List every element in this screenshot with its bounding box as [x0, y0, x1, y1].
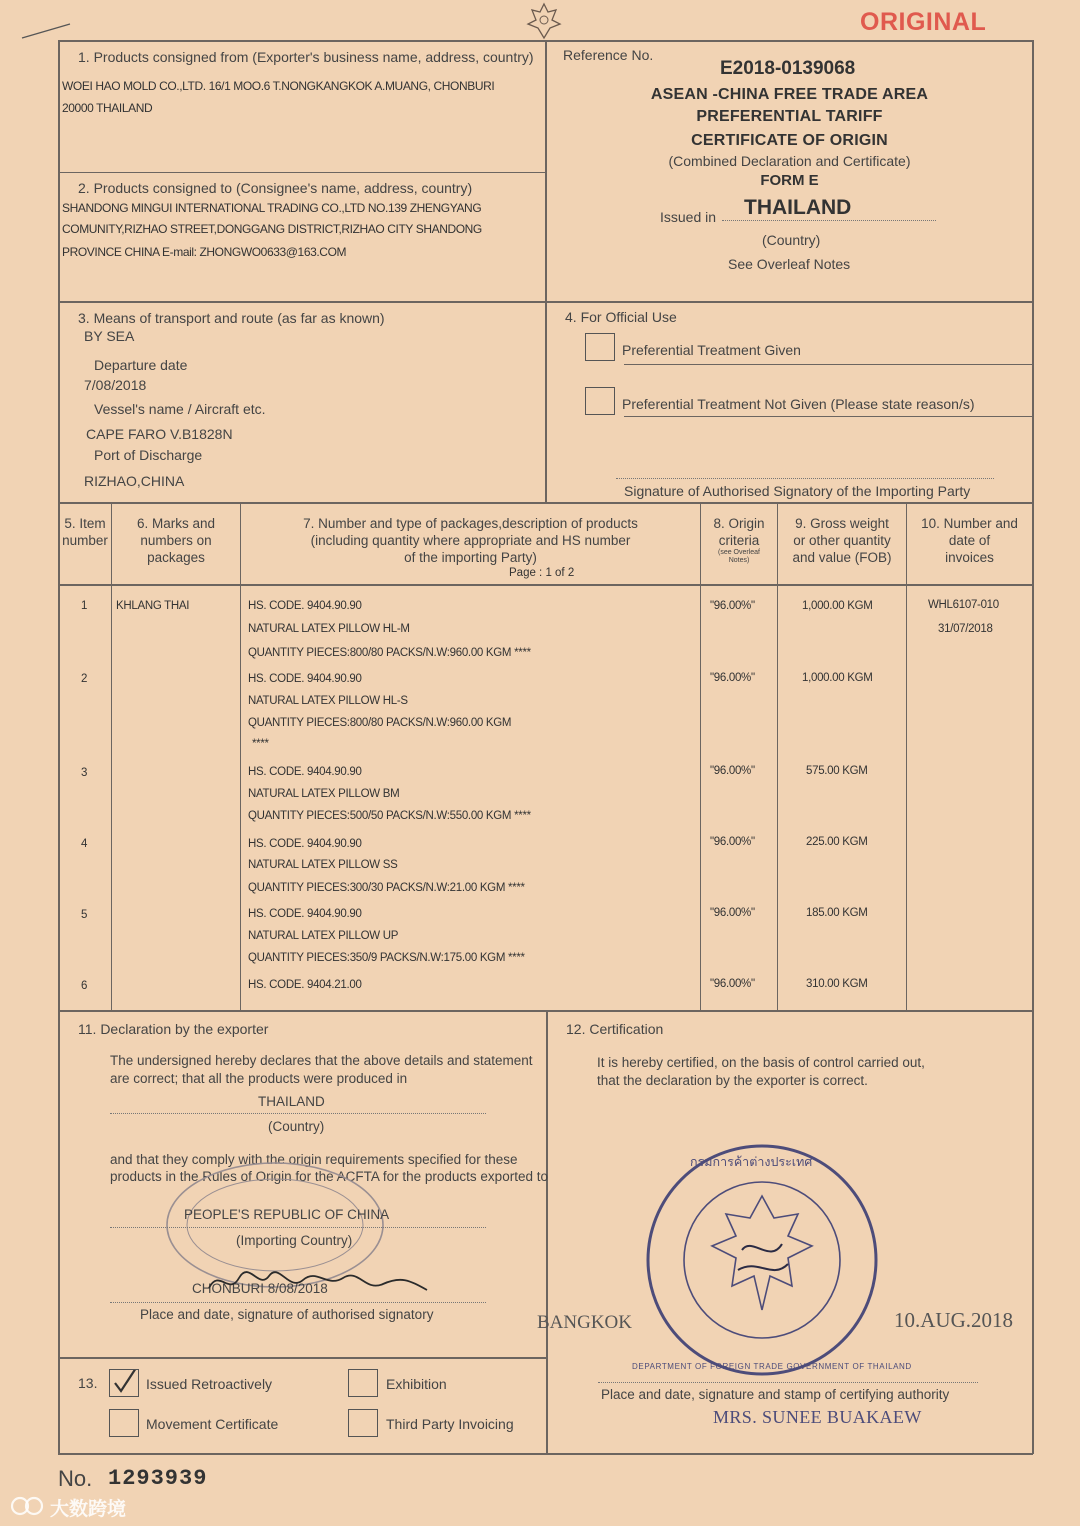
divider-box3 [58, 502, 1033, 504]
box13-label: 13. [78, 1375, 98, 1391]
preferential-not-given-checkbox[interactable] [585, 387, 615, 415]
box2-label: 2. Products consigned to (Consignee's name, address, country) [78, 180, 473, 196]
item-desc-line: HS. CODE. 9404.90.90 [248, 908, 362, 920]
certification-place: BANGKOK [537, 1312, 632, 1333]
item-criteria: "96.00%" [710, 978, 755, 990]
checkmark-icon [110, 1370, 138, 1396]
frame-right [1032, 40, 1034, 1454]
item-desc-line: HS. CODE. 9404.90.90 [248, 600, 362, 612]
consignee-line-2: COMUNITY,RIZHAO STREET,DONGGANG DISTRICT,RIZHAO CITY SHANDONG [62, 222, 482, 236]
consignee-line-3: PROVINCE CHINA E-mail: ZHONGWO0633@163.COM [62, 245, 347, 259]
third-party-invoicing-checkbox[interactable] [348, 1409, 378, 1437]
serial-label: No. [58, 1466, 93, 1491]
item-desc-line: QUANTITY PIECES:800/80 PACKS/N.W:960.00 KGM [248, 717, 512, 729]
seal-text: DEPARTMENT OF FOREIGN TRADE GOVERNMENT OF THAILAND [632, 1362, 912, 1371]
item-criteria: "96.00%" [710, 765, 755, 777]
government-seal-icon [642, 1140, 882, 1380]
not-given-underline [624, 416, 1032, 417]
importing-country-label: (Importing Country) [236, 1233, 353, 1248]
box11-label: 11. Declaration by the exporter [78, 1021, 269, 1037]
col-line-8 [777, 502, 778, 1010]
exporter-line-1: WOEI HAO MOLD CO.,LTD. 16/1 MOO.6 T.NONGKANGKOK A.MUANG, CHONBURI [62, 79, 495, 93]
item-number: 1 [81, 600, 88, 612]
title-line-3: CERTIFICATE OF ORIGIN [691, 132, 888, 149]
item-weight: 225.00 KGM [806, 836, 868, 848]
item-desc-line: HS. CODE. 9404.90.90 [248, 766, 362, 778]
divider-box1 [58, 172, 546, 173]
item-weight: 575.00 KGM [806, 765, 868, 777]
item-desc-line: NATURAL LATEX PILLOW HL-M [248, 623, 410, 635]
declaration-text-4: products in the Rules of Origin for the ACFTA for the products exported to [110, 1169, 548, 1184]
exporter-place-label: Place and date, signature of authorised signatory [140, 1307, 434, 1322]
preferential-not-given-label: Preferential Treatment Not Given (Please state reason/s) [622, 396, 975, 412]
col5-header: 5. Item number [62, 516, 108, 548]
exporter-signature-icon [205, 1262, 435, 1302]
item-desc-line: NATURAL LATEX PILLOW UP [248, 930, 399, 942]
reference-number: E2018-0139068 [720, 58, 856, 79]
overleaf-note: See Overleaf Notes [728, 256, 851, 272]
exhibition-label: Exhibition [386, 1376, 447, 1392]
exhibition-checkbox[interactable] [348, 1369, 378, 1397]
issued-retroactively-checkbox[interactable] [109, 1369, 139, 1397]
col-line-9 [906, 502, 907, 1010]
item-number: 4 [81, 838, 88, 850]
declaration-text-1: The undersigned hereby declares that the above details and statement [110, 1053, 533, 1068]
country-dots [110, 1113, 486, 1114]
port-label: Port of Discharge [94, 447, 203, 463]
exporter-sign-dots [110, 1302, 486, 1303]
divider-box13 [58, 1357, 546, 1359]
item-desc-line: QUANTITY PIECES:300/30 PACKS/N.W:21.00 KGM **** [248, 882, 525, 894]
col-line-6 [240, 502, 241, 1010]
produced-country-label: (Country) [268, 1119, 325, 1134]
col-line-7 [700, 502, 701, 1010]
item-desc-line: HS. CODE. 9404.21.00 [248, 979, 362, 991]
departure-value: 7/08/2018 [84, 377, 147, 393]
given-underline [624, 364, 1032, 365]
col9-header: 9. Gross weight or other quantity and value (FOB) [792, 516, 892, 565]
item-desc-line: QUANTITY PIECES:800/80 PACKS/N.W:960.00 KGM **** [248, 647, 531, 659]
produced-country: THAILAND [258, 1094, 325, 1109]
exporter-place-date: CHONBURI 8/08/2018 [192, 1281, 328, 1296]
invoice-number: WHL6107-010 [928, 599, 999, 611]
exporter-line-2: 20000 THAILAND [62, 101, 153, 115]
country-label: (Country) [762, 232, 821, 248]
item-desc-line: HS. CODE. 9404.90.90 [248, 673, 362, 685]
consignee-line-1: SHANDONG MINGUI INTERNATIONAL TRADING CO.,LTD NO.139 ZHENGYANG [62, 201, 482, 215]
pen-mark-icon [20, 18, 80, 42]
officer-name: MRS. SUNEE BUAKAEW [713, 1407, 922, 1427]
col8-header: 8. Origin criteria (see Overleaf Notes) [713, 516, 765, 564]
item-desc-line: NATURAL LATEX PILLOW SS [248, 859, 398, 871]
combined-note: (Combined Declaration and Certificate) [668, 153, 911, 169]
item-number: 3 [81, 767, 88, 779]
preferential-given-checkbox[interactable] [585, 333, 615, 361]
item-desc-line: HS. CODE. 9404.90.90 [248, 838, 362, 850]
seal-thai-text: กรมการค้าต่างประเทศ [690, 1155, 813, 1169]
declaration-text-2: are correct; that all the products were produced in [110, 1071, 408, 1086]
garuda-emblem-icon [520, 0, 568, 40]
col7-header: 7. Number and type of packages,description of products (including quantity where appropriate and HS number of the importing Party) [303, 516, 638, 565]
third-party-invoicing-label: Third Party Invoicing [386, 1416, 514, 1432]
item-desc-line: **** [252, 738, 269, 750]
issued-in-label: Issued in [660, 209, 717, 225]
issued-in-dots [722, 220, 936, 221]
item-desc-line: NATURAL LATEX PILLOW BM [248, 788, 400, 800]
item-desc-line: QUANTITY PIECES:500/50 PACKS/N.W:550.00 KGM **** [248, 810, 531, 822]
certification-text-2: that the declaration by the exporter is correct. [597, 1073, 868, 1088]
importing-dots [110, 1227, 486, 1228]
divider-box2 [58, 301, 1033, 303]
item-weight: 310.00 KGM [806, 978, 868, 990]
col10-header: 10. Number and date of invoices [921, 516, 1018, 565]
title-line-1: ASEAN -CHINA FREE TRADE AREA [650, 86, 929, 103]
divider-vertical-bottom [546, 1010, 548, 1454]
item-criteria: "96.00%" [710, 600, 755, 612]
certification-text-1: It is hereby certified, on the basis of control carried out, [597, 1055, 925, 1070]
frame-left [58, 40, 60, 1454]
item-weight: 185.00 KGM [806, 907, 868, 919]
preferential-given-label: Preferential Treatment Given [622, 342, 801, 358]
importing-country: PEOPLE'S REPUBLIC OF CHINA [184, 1207, 390, 1222]
item-number: 6 [81, 980, 88, 992]
movement-certificate-checkbox[interactable] [109, 1409, 139, 1437]
col6-header: 6. Marks and numbers on packages [136, 516, 216, 565]
col-line-5 [111, 502, 112, 1010]
vessel-value: CAPE FARO V.B1828N [86, 426, 233, 442]
page-indicator: Page : 1 of 2 [509, 567, 575, 579]
reference-label: Reference No. [563, 47, 654, 63]
original-label: ORIGINAL [860, 8, 987, 36]
certifier-place-label: Place and date, signature and stamp of certifying authority [601, 1387, 950, 1402]
marks-value: KHLANG THAI [116, 600, 190, 612]
certification-date: 10.AUG.2018 [894, 1308, 1013, 1332]
item-criteria: "96.00%" [710, 836, 755, 848]
item-desc-line: QUANTITY PIECES:350/9 PACKS/N.W:175.00 KGM **** [248, 952, 525, 964]
departure-label: Departure date [94, 357, 188, 373]
movement-certificate-label: Movement Certificate [146, 1416, 279, 1432]
importer-signature-label: Signature of Authorised Signatory of the Importing Party [624, 483, 971, 499]
port-value: RIZHAO,CHINA [84, 473, 185, 489]
issued-in-value: THAILAND [744, 196, 852, 219]
item-criteria: "96.00%" [710, 672, 755, 684]
importer-signature-dots [616, 478, 994, 479]
invoice-date: 31/07/2018 [938, 623, 993, 635]
declaration-text-3: and that they comply with the origin requirements specified for these [110, 1152, 518, 1167]
item-number: 2 [81, 673, 88, 685]
issued-retroactively-label: Issued Retroactively [146, 1376, 273, 1392]
item-desc-line: NATURAL LATEX PILLOW HL-S [248, 695, 408, 707]
serial-number: 1293939 [108, 1466, 208, 1491]
box12-label: 12. Certification [566, 1021, 664, 1037]
certifier-sign-dots [598, 1382, 978, 1383]
item-weight: 1,000.00 KGM [802, 672, 873, 684]
box4-label: 4. For Official Use [565, 309, 677, 325]
item-number: 5 [81, 909, 88, 921]
transport-mode: BY SEA [84, 328, 135, 344]
box3-label: 3. Means of transport and route (as far as known) [78, 310, 385, 326]
form-label: FORM E [760, 172, 819, 189]
title-line-2: PREFERENTIAL TARIFF [696, 108, 883, 125]
item-criteria: "96.00%" [710, 907, 755, 919]
box1-label: 1. Products consigned from (Exporter's business name, address, country) [78, 49, 534, 65]
vessel-label: Vessel's name / Aircraft etc. [94, 401, 266, 417]
watermark-text: 大数跨境 [50, 1499, 127, 1520]
watermark-logo-icon [8, 1492, 48, 1520]
item-weight: 1,000.00 KGM [802, 600, 873, 612]
divider-table-header [58, 584, 1033, 586]
